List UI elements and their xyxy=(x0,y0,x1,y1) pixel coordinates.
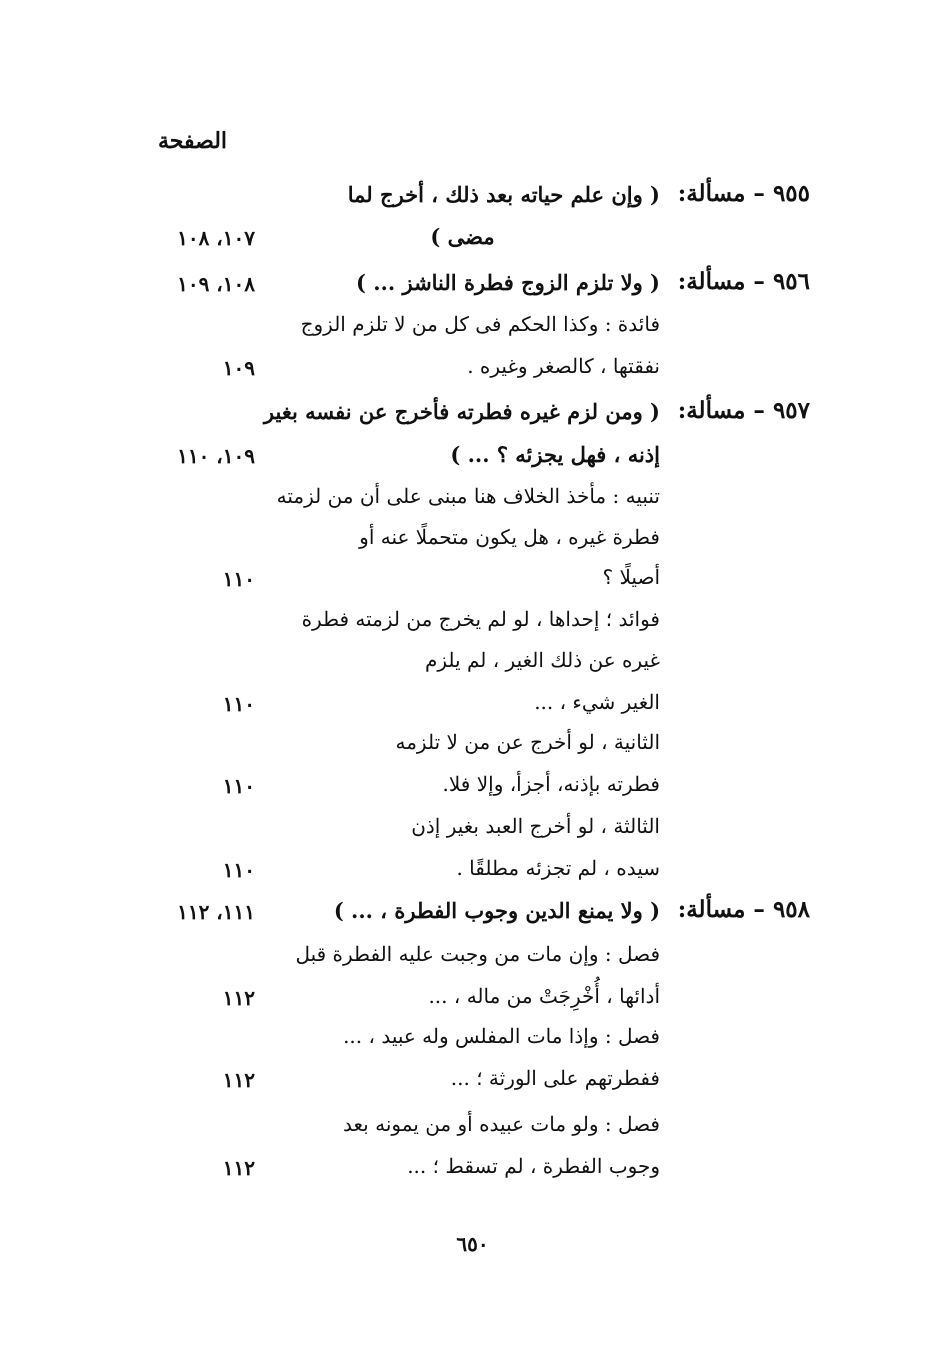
mas-ala-label: ٩٥٧ – مسألة: xyxy=(677,397,810,424)
page-reference: ١٠٨، ١٠٩ xyxy=(177,272,255,296)
entry-text: فصل : وإذا مات المفلس وله عبيد ، ... xyxy=(343,1024,660,1048)
index-line xyxy=(130,940,810,980)
index-line xyxy=(130,440,810,480)
mas-ala-label: ٩٥٥ – مسألة: xyxy=(677,180,810,207)
page-reference: ١٠٧، ١٠٨ xyxy=(177,226,255,250)
index-line xyxy=(130,728,810,768)
index-line xyxy=(130,563,810,603)
entry-text: فائدة : وكذا الحكم فى كل من لا تلزم الزوج xyxy=(300,312,660,336)
page-reference: ١١٠ xyxy=(222,692,255,716)
index-line xyxy=(130,982,810,1022)
entry-text: سيده ، لم تجزئه مطلقًا . xyxy=(456,856,660,880)
index-line xyxy=(130,523,810,563)
entry-text: فطرته بإذنه، أجزأ، وإلا فلا. xyxy=(442,772,660,796)
entry-text: فوائد ؛ إحداها ، لو لم يخرج من لزمته فطرة xyxy=(301,607,660,631)
entry-text: ( وإن علم حياته بعد ذلك ، أخرج لما xyxy=(347,182,660,207)
entry-text: ( ومن لزم غيره فطرته فأخرج عن نفسه بغير xyxy=(263,399,660,424)
index-line xyxy=(130,854,810,894)
entry-text: الثانية ، لو أخرج عن من لا تلزمه xyxy=(395,730,660,754)
entry-text: غيره عن ذلك الغير ، لم يلزم xyxy=(425,648,660,672)
index-line xyxy=(130,770,810,810)
index-line xyxy=(130,352,810,392)
index-line xyxy=(130,605,810,645)
entry-text: فطرة غيره ، هل يكون متحملًا عنه أو xyxy=(359,525,660,549)
entry-text: الثالثة ، لو أخرج العبد بغير إذن xyxy=(411,814,660,838)
entry-text: فصل : ولو مات عبيده أو من يمونه بعد xyxy=(343,1112,660,1136)
entry-text: تنبيه : مأخذ الخلاف هنا مبنى على أن من لزمته xyxy=(276,484,660,508)
entry-text: أدائها ، أُخْرِجَتْ من ماله ، ... xyxy=(428,984,660,1008)
page-reference: ١١٠ xyxy=(222,567,255,591)
index-line xyxy=(130,222,810,262)
index-line xyxy=(130,1022,810,1062)
page-reference: ١١١، ١١٢ xyxy=(177,900,255,924)
entry-text: ففطرتهم على الورثة ؛ ... xyxy=(450,1066,660,1090)
entry-text: ( ولا يمنع الدين وجوب الفطرة ، ... ) xyxy=(333,898,660,923)
index-line xyxy=(130,1064,810,1104)
entry-text: إذنه ، فهل يجزئه ؟ ... ) xyxy=(450,442,660,467)
entry-text: وجوب الفطرة ، لم تسقط ؛ ... xyxy=(407,1154,660,1178)
entry-text: أصيلًا ؟ xyxy=(602,565,660,589)
mas-ala-label: ٩٥٨ – مسألة: xyxy=(677,896,810,923)
index-line xyxy=(130,812,810,852)
index-line xyxy=(130,1110,810,1150)
mas-ala-entry-line xyxy=(130,896,810,936)
entry-text: مضى ) xyxy=(430,224,495,249)
entry-text: الغير شيء ، ... xyxy=(534,690,660,714)
index-line xyxy=(130,310,810,350)
index-line xyxy=(130,688,810,728)
page-reference: ١١٠ xyxy=(222,774,255,798)
index-line xyxy=(130,646,810,686)
mas-ala-entry-line xyxy=(130,180,810,220)
entry-text: ( ولا تلزم الزوج فطرة الناشز ... ) xyxy=(355,270,660,295)
page-reference: ١٠٩ xyxy=(222,356,255,380)
mas-ala-entry-line xyxy=(130,268,810,308)
page-reference: ١١٢ xyxy=(222,986,255,1010)
entry-text: فصل : وإن مات من وجبت عليه الفطرة قبل xyxy=(295,942,660,966)
mas-ala-label: ٩٥٦ – مسألة: xyxy=(677,268,810,295)
index-line xyxy=(130,482,810,522)
index-line xyxy=(130,1152,810,1192)
page-column-header: الصفحة xyxy=(158,128,228,154)
mas-ala-entry-line xyxy=(130,397,810,437)
page-reference: ١١٠ xyxy=(222,858,255,882)
page-reference: ١١٢ xyxy=(222,1068,255,1092)
page-reference: ١٠٩، ١١٠ xyxy=(177,444,255,468)
page-reference: ١١٢ xyxy=(222,1156,255,1180)
entry-text: نفقتها ، كالصغر وغيره . xyxy=(467,354,660,378)
page-number: ٦٥٠ xyxy=(456,1232,489,1256)
